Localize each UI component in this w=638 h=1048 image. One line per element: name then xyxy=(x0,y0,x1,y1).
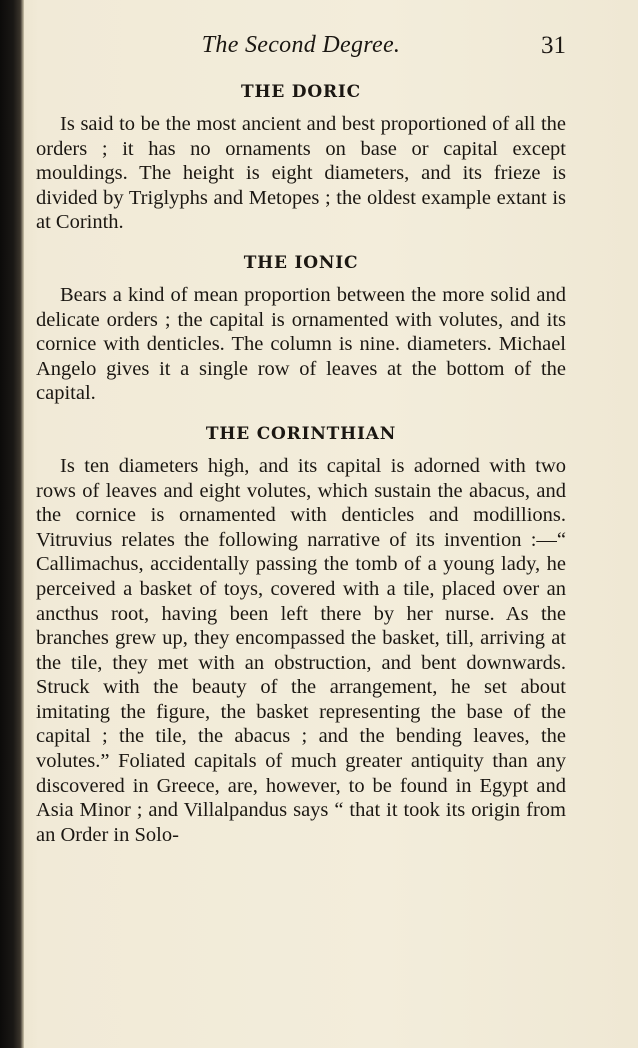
page-number: 31 xyxy=(541,32,566,59)
section-heading: THE CORINTHIAN xyxy=(205,423,397,444)
section-corinthian xyxy=(36,422,566,848)
section-ionic xyxy=(36,251,566,406)
page-body xyxy=(36,80,566,863)
section-heading: THE DORIC xyxy=(241,82,361,102)
section-heading: THE IONIC xyxy=(243,252,359,273)
section-paragraph: Bears a kind of mean proportion between the more solid and delicate orders ; the capital is ornamented with volutes, and its cornice with denticles. The column is nine. diameters. Michael Angelo gives it a single row of leaves at the bottom of the capital. xyxy=(36,283,566,405)
section-paragraph: Is ten diameters high, and its capital is adorned with two rows of leaves and eight volutes, which sustain the abacus, and the cornice is ornamented with denticles and modillions. Vitruvius relates the following narrative of its invention :—“ Callimachus, accidentally passing the tomb of a young lady, he perceived a basket of toys, covered with a tile, placed over an ancthus root, having been left there by her nurse. As the branches grew up, they encompassed the basket, till, arriving at the tile, they met with an obstruction, and bent downwards. Struck with the beauty of the arrangement, he set about imitating the figure, the basket representing the base of the capital ; the tile, the abacus ; and the bending leaves, the volutes.” Foliated capitals of much greater antiquity than any discovered in Greece, are, however, to be found in Egypt and Asia Minor ; and Villalpandus says “ that it took its origin from an Order in Solo- xyxy=(36,454,566,846)
running-head xyxy=(36,32,566,62)
book-spine-shadow xyxy=(0,0,24,1048)
running-title: The Second Degree. xyxy=(201,32,401,58)
section-doric xyxy=(36,80,566,235)
section-paragraph: Is said to be the most ancient and best proportioned of all the orders ; it has no ornaments on base or capital except mouldings. The height is eight diameters, and its frieze is divided by Triglyphs and Metopes ; the oldest example extant is at Corinth. xyxy=(36,113,566,234)
